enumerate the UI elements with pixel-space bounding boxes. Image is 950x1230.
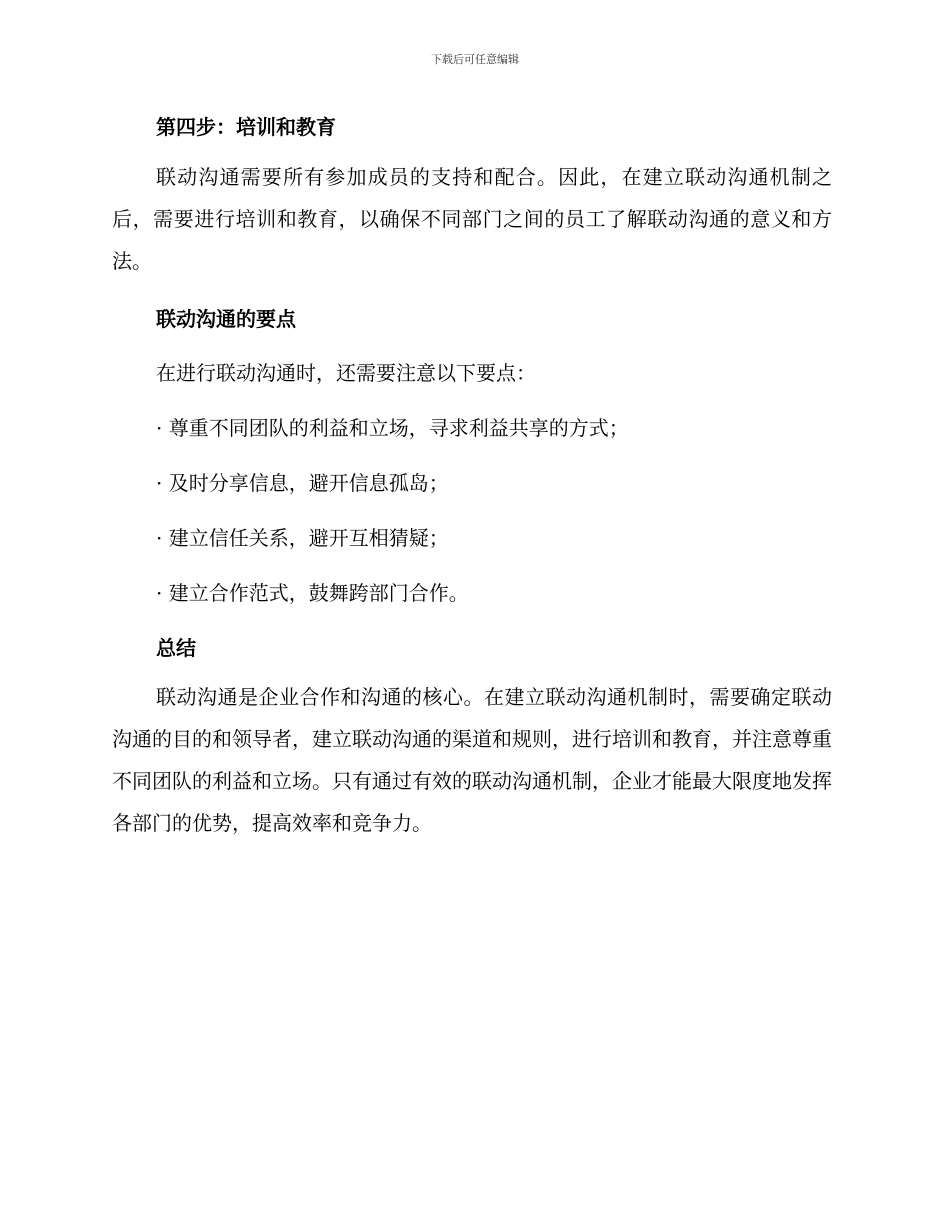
page-header-note: 下载后可任意编辑 bbox=[431, 53, 519, 66]
key-points-intro: 在进行联动沟通时，还需要注意以下要点： bbox=[156, 361, 536, 385]
bullet-item: · 尊重不同团队的利益和立场，寻求利益共享的方式； bbox=[156, 416, 629, 440]
bullet-item: · 建立信任关系，避开互相猜疑； bbox=[156, 526, 449, 550]
section-heading-summary: 总结 bbox=[156, 636, 196, 660]
section-heading-step4: 第四步：培训和教育 bbox=[156, 115, 336, 139]
section-heading-key-points: 联动沟通的要点 bbox=[156, 307, 296, 331]
paragraph-summary: 联动沟通是企业合作和沟通的核心。在建立联动沟通机制时，需要确定联动沟通的目的和领导者，建立联动沟通的渠道和规则，进行培训和教育，并注意尊重不同团队的利益和立场。只有通过有效的联动沟通机制，企业才能最大限度地发挥各部门的优势，提高效率和竞争力。 bbox=[112, 685, 832, 835]
bullet-item: · 建立合作范式，鼓舞跨部门合作。 bbox=[156, 581, 469, 605]
bullet-item: · 及时分享信息，避开信息孤岛； bbox=[156, 471, 449, 495]
paragraph-step4: 联动沟通需要所有参加成员的支持和配合。因此，在建立联动沟通机制之后，需要进行培训和教育，以确保不同部门之间的员工了解联动沟通的意义和方法。 bbox=[112, 165, 832, 273]
document-body bbox=[112, 112, 832, 844]
